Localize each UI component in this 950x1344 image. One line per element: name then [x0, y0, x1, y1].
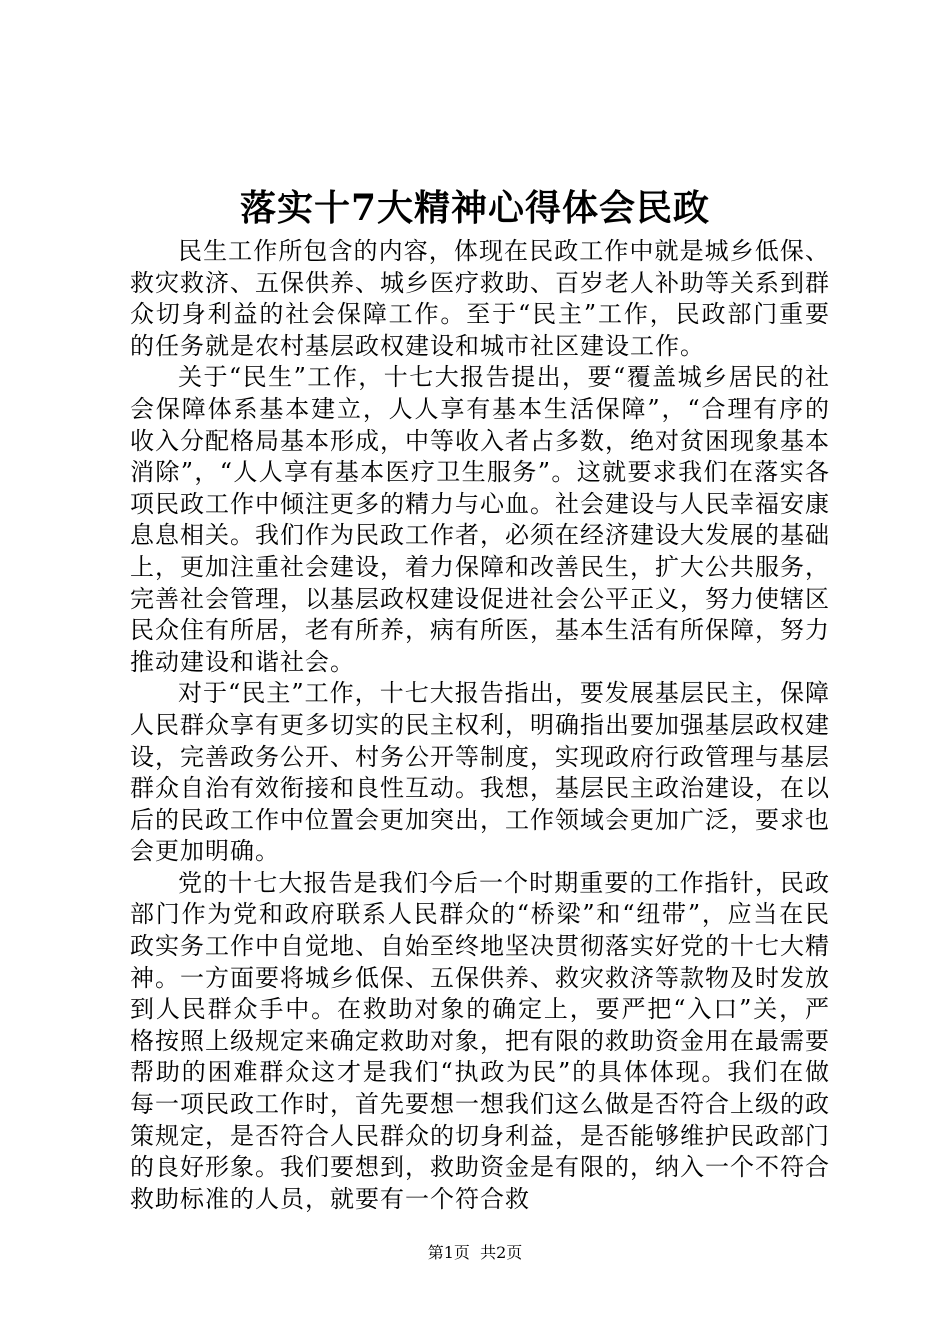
document-title: 落实十7大精神心得体会民政 [239, 187, 711, 229]
paragraph-2: 关于“民生”工作，十七大报告提出，要“覆盖城乡居民的社会保障体系基本建立，人人享有基本生活保障”，“合理有序的收入分配格局基本形成，中等收入者占多数，绝对贫困现象基本消除”，“人人享有基本医疗卫生服务”。这就要求我们在落实各项民政工作中倾注更多的精力与心血。社会建设与人民幸福安康息息相关。我们作为民政工作者，必须在经济建设大发展的基础上，更加注重社会建设，着力保障和改善民生，扩大公共服务，完善社会管理，以基层政权建设促进社会公平正义，努力使辖区民众住有所居，老有所养，病有所医，基本生活有所保障，努力推动建设和谐社会。 [130, 363, 830, 676]
page-footer [0, 1242, 950, 1264]
paragraph-4: 党的十七大报告是我们今后一个时期重要的工作指针，民政部门作为党和政府联系人民群众的“桥梁”和“纽带”，应当在民政实务工作中自觉地、自始至终地坚决贯彻落实好党的十七大精神。一方面要将城乡低保、五保供养、救灾救济等款物及时发放到人民群众手中。在救助对象的确定上，要严把“入口”关，严格按照上级规定来确定救助对象，把有限的救助资金用在最需要帮助的困难群众这才是我们“执政为民”的具体体现。我们在做每一项民政工作时，首先要想一想我们这么做是否符合上级的政策规定，是否符合人民群众的切身利益，是否能够维护民政部门的良好形象。我们要想到，救助资金是有限的，纳入一个不符合救助标准的人员，就要有一个符合救 [130, 868, 830, 1213]
page-number: 第1页 [427, 1243, 470, 1262]
document-body [130, 236, 830, 1215]
paragraph-3: 对于“民主”工作，十七大报告指出，要发展基层民主，保障人民群众享有更多切实的民主权利，明确指出要加强基层政权建设，完善政务公开、村务公开等制度，实现政府行政管理与基层群众自治有效衔接和良性互动。我想，基层民主政治建设，在以后的民政工作中位置会更加突出，工作领域会更加广泛，要求也会更加明确。 [130, 679, 830, 866]
paragraph-1: 民生工作所包含的内容，体现在民政工作中就是城乡低保、救灾救济、五保供养、城乡医疗救助、百岁老人补助等关系到群众切身利益的社会保障工作。至于“民主”工作，民政部门重要的任务就是农村基层政权建设和城市社区建设工作。 [130, 237, 830, 360]
page-total: 共2页 [480, 1243, 523, 1262]
